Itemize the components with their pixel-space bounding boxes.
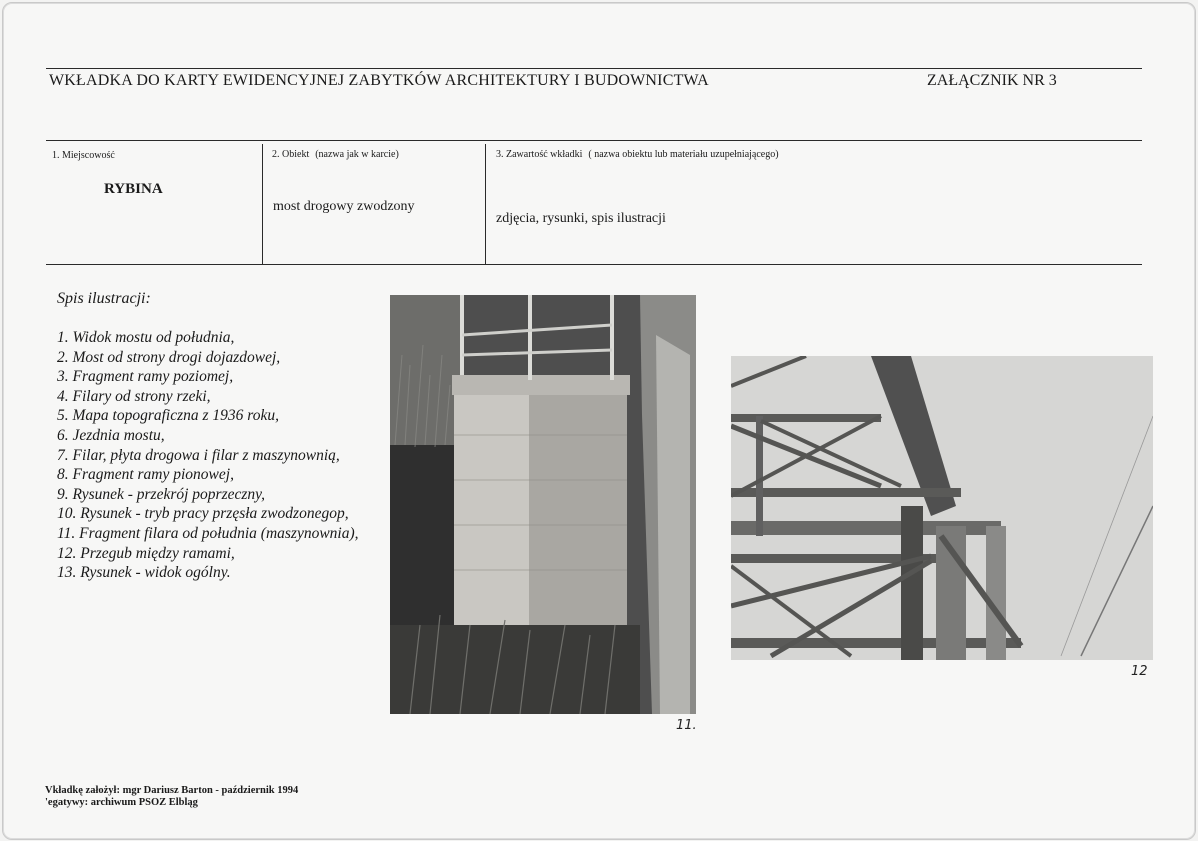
object-label-group bbox=[272, 149, 399, 160]
photo-truss-joint bbox=[731, 356, 1153, 660]
table-top-rule bbox=[46, 140, 1142, 141]
list-item: 13. Rysunek - widok ogólny. bbox=[57, 564, 231, 582]
list-item: 7. Filar, płyta drogowa i filar z maszynownią, bbox=[57, 446, 340, 464]
photo-pier bbox=[390, 295, 696, 714]
list-item: 4. Filary od strony rzeki, bbox=[57, 387, 211, 405]
content-label-note: ( nazwa obiektu lub materiału uzupełniającego) bbox=[588, 149, 779, 160]
illustrations-heading: Spis ilustracji: bbox=[57, 290, 151, 307]
list-item: 3. Fragment ramy poziomej, bbox=[57, 368, 234, 386]
list-item: 10. Rysunek - tryb pracy przęsła zwodzonegop, bbox=[57, 505, 349, 523]
header-top-rule bbox=[46, 68, 1142, 69]
place-label: 1. Miejscowość bbox=[52, 150, 115, 161]
object-value: most drogowy zwodzony bbox=[273, 199, 415, 214]
list-item: 11. Fragment filara od południa (maszynownia), bbox=[57, 524, 359, 542]
table-bottom-rule bbox=[46, 264, 1142, 265]
photo-11-number: 11. bbox=[676, 718, 697, 733]
place-value: RYBINA bbox=[104, 181, 163, 197]
illustrations-list bbox=[57, 328, 359, 583]
content-value: zdjęcia, rysunki, spis ilustracji bbox=[496, 211, 666, 226]
table-divider-1 bbox=[262, 144, 263, 265]
list-item: 5. Mapa topograficzna z 1936 roku, bbox=[57, 407, 280, 425]
table-divider-2 bbox=[485, 144, 486, 265]
content-label-group bbox=[496, 149, 779, 160]
object-label: 2. Obiekt bbox=[272, 149, 310, 160]
object-label-note: (nazwa jak w karcie) bbox=[315, 149, 399, 160]
photo-12-number: 12 bbox=[1131, 664, 1148, 679]
list-item: 12. Przegub między ramami, bbox=[57, 544, 235, 562]
list-item: 6. Jezdnia mostu, bbox=[57, 426, 165, 444]
list-item: 9. Rysunek - przekrój poprzeczny, bbox=[57, 485, 266, 503]
list-item: 1. Widok mostu od południa, bbox=[57, 329, 235, 346]
footer-author: Vkładkę założył: mgr Dariusz Barton - październik 1994 bbox=[45, 785, 299, 796]
content-label: 3. Zawartość wkładki bbox=[496, 149, 583, 160]
annex-label: ZAŁĄCZNIK NR 3 bbox=[927, 72, 1057, 89]
footer-negatives: 'egatywy: archiwum PSOZ Elbląg bbox=[45, 797, 198, 808]
list-item: 2. Most od strony drogi dojazdowej, bbox=[57, 348, 281, 366]
list-item: 8. Fragment ramy pionowej, bbox=[57, 466, 234, 484]
document-title: WKŁADKA DO KARTY EWIDENCYJNEJ ZABYTKÓW ARCHITEKTURY I BUDOWNICTWA bbox=[49, 72, 709, 89]
